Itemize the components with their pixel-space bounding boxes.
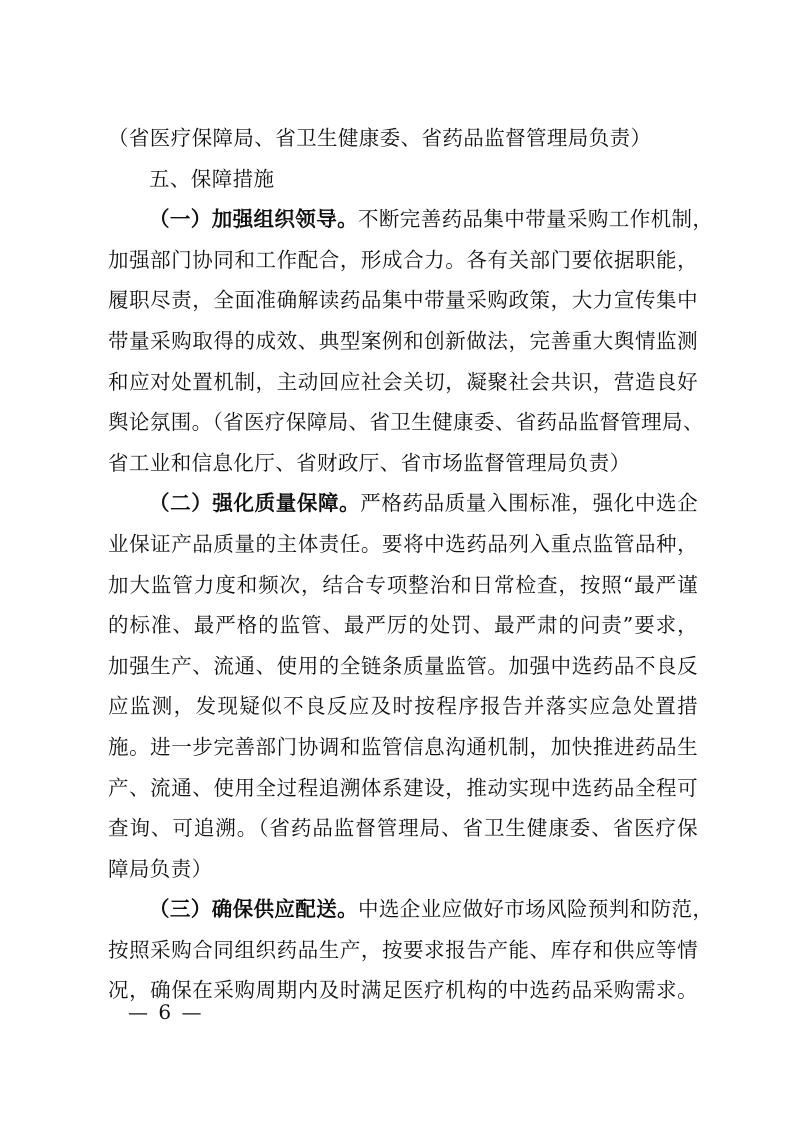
paragraph-lead: （三）确保供应配送。 <box>149 897 358 922</box>
page-number: — 6 — <box>128 1000 204 1024</box>
paragraph-lead: （一）加强组织领导。 <box>149 207 358 232</box>
text-line: 加强部门协同和工作配合，形成合力。各有关部门要依据职能， <box>108 247 698 272</box>
text-line: 舆论氛围。（省医疗保障局、省卫生健康委、省药品监督管理局、 <box>108 410 704 435</box>
text-line: 况，确保在采购周期内及时满足医疗机构的中选药品采购需求。 <box>108 978 698 1003</box>
text-line: 履职尽责，全面准确解读药品集中带量采购政策，大力宣传集中 <box>108 288 698 313</box>
section-heading: 五、保障措施 <box>149 166 275 191</box>
text-line: 业保证产品质量的主体责任。要将中选药品列入重点监管品种， <box>108 531 698 556</box>
text-line: 加强生产、流通、使用的全链条质量监管。加强中选药品不良反 <box>108 653 698 678</box>
text-line: 按照采购合同组织药品生产，按要求报告产能、库存和供应等情 <box>108 937 698 962</box>
paragraph-text: 中选企业应做好市场风险预判和防范， <box>358 897 714 922</box>
text-line: 施。进一步完善部门协调和监管信息沟通机制，加快推进药品生 <box>108 734 698 759</box>
text-line: 的标准、最严格的监管、最严厉的处罚、最严肃的问责”要求， <box>108 613 698 638</box>
text-line: 省工业和信息化厅、省财政厅、省市场监督管理局负责） <box>108 450 631 475</box>
document-body <box>108 118 714 1011</box>
paragraph-first-line <box>108 199 714 240</box>
text-line: 查询、可追溯。（省药品监督管理局、省卫生健康委、省医疗保 <box>108 816 698 841</box>
paragraph-lead: （二）强化质量保障。 <box>149 491 361 516</box>
text-line: 和应对处置机制，主动回应社会关切，凝聚社会共识，营造良好 <box>108 369 698 394</box>
paragraph-text: 严格药品质量入围标准，强化中选企 <box>360 491 699 516</box>
text-line: 应监测，发现疑似不良反应及时按程序报告并落实应急处置措 <box>108 694 698 719</box>
text-line: （省医疗保障局、省卫生健康委、省药品监督管理局负责） <box>108 126 652 150</box>
text-line: 加大监管力度和频次，结合专项整治和日常检查，按照“最严谨 <box>108 572 698 597</box>
text-line: 障局负责） <box>108 856 213 881</box>
text-line: 产、流通、使用全过程追溯体系建设，推动实现中选药品全程可 <box>108 775 698 800</box>
text-line: 带量采购取得的成效、典型案例和创新做法，完善重大舆情监测 <box>108 328 698 353</box>
paragraph-first-line <box>108 483 698 524</box>
paragraph-first-line <box>108 889 714 930</box>
paragraph-text: 不断完善药品集中带量采购工作机制， <box>358 207 714 232</box>
